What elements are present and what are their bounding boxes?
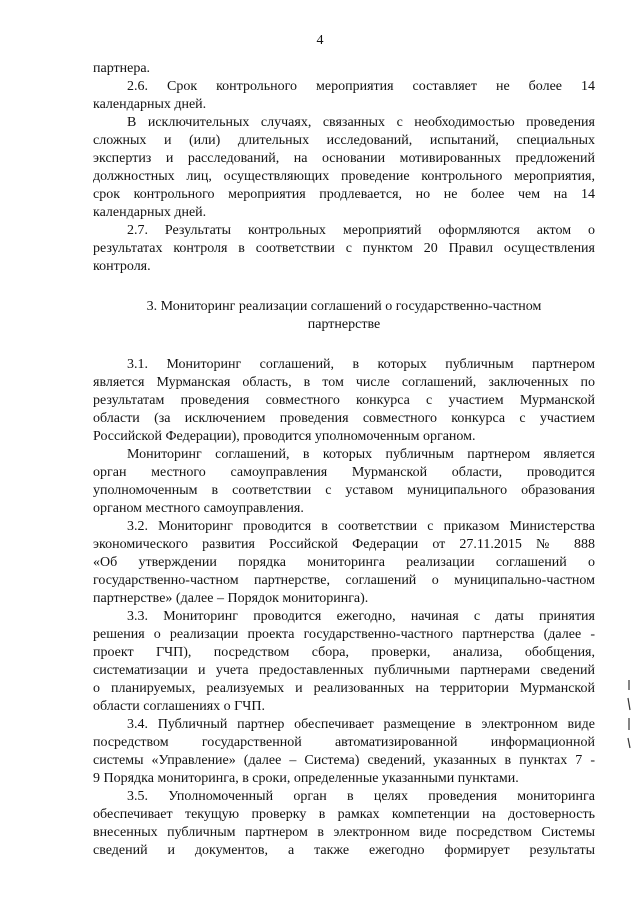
- paragraph-line: контроля.: [93, 259, 151, 274]
- paragraph-line: В исключительных случаях, связанных с необходимостью проведения: [127, 115, 595, 130]
- page-number: 4: [316, 33, 324, 48]
- paragraph-line: систематизации и учета предоставленных публичными партнерами сведений: [93, 663, 595, 678]
- paragraph-line: области (за исключением проведения совместного конкурса с участием: [93, 411, 595, 426]
- paragraph-line: решения о реализации проекта государственно-частного партнерства (далее -: [93, 627, 595, 642]
- paragraph-line: партнерстве» (далее – Порядок мониторинга).: [93, 591, 369, 606]
- paragraph-line: проект ГЧП), посредством сбора, проверки, анализа, обобщения,: [93, 645, 595, 660]
- paragraph-line: сложных и (или) длительных исследований, испытаний, специальных: [93, 133, 595, 148]
- paragraph-line: 3.4. Публичный партнер обеспечивает размещение в электронном виде: [127, 717, 595, 732]
- section-heading: 3. Мониторинг реализации соглашений о государственно-частном: [146, 299, 542, 314]
- paragraph-line: 3.1. Мониторинг соглашений, в которых публичным партнером: [127, 357, 595, 372]
- section-heading: партнерстве: [307, 317, 381, 332]
- paragraph-line: 3.3. Мониторинг проводится ежегодно, начиная с даты принятия: [127, 609, 595, 624]
- paragraph-line: календарных дней.: [93, 205, 207, 220]
- paragraph-line: 2.7. Результаты контрольных мероприятий оформляются актом о: [127, 223, 595, 238]
- paragraph-line: должностных лиц, осуществляющих проведение контрольного мероприятия,: [93, 169, 595, 184]
- paragraph-line: «Об утверждении порядка мониторинга реализации соглашений о: [93, 555, 595, 570]
- paragraph-line: Мониторинг соглашений, в которых публичным партнером является: [127, 447, 595, 462]
- document-body: [93, 60, 595, 860]
- paragraph-line: Российской Федерации), проводится уполномоченным органом.: [93, 429, 476, 444]
- paragraph-line: экономического развития Российской Федерации от 27.11.2015 № 888: [93, 537, 595, 552]
- paragraph-line: 3.5. Уполномоченный орган в целях проведения мониторинга: [127, 789, 595, 804]
- paragraph-line: 3.2. Мониторинг проводится в соответствии с приказом Министерства: [127, 519, 595, 534]
- paragraph-line: результатах контроля в соответствии с пунктом 20 Правил осуществления: [93, 241, 595, 256]
- paragraph-line: посредством государственной автоматизированной информационной: [93, 735, 595, 750]
- paragraph-line: партнера.: [93, 61, 151, 76]
- paragraph-line: области соглашениях о ГЧП.: [93, 699, 265, 714]
- paragraph-line: является Мурманская область, в том числе соглашений, заключенных по: [93, 375, 595, 390]
- paragraph-line: о планируемых, реализуемых и реализованных на территории Мурманской: [93, 681, 595, 696]
- paragraph-line: 2.6. Срок контрольного мероприятия составляет не более 14: [127, 79, 595, 94]
- paragraph-line: экспертиз и расследований, на основании мотивированных предложений: [93, 151, 595, 166]
- paragraph-line: результатам проведения совместного конкурса с участием Мурманской: [93, 393, 595, 408]
- paragraph-line: государственно-частном партнерстве, соглашений о муниципально-частном: [93, 573, 595, 588]
- paragraph-line: обеспечивает текущую проверку в рамках компетенции на достоверность: [93, 807, 595, 822]
- paragraph-line: срок контрольного мероприятия продлевается, но не более чем на 14: [93, 187, 595, 202]
- paragraph-line: системы «Управление» (далее – Система) сведений, указанных в пунктах 7 -: [93, 753, 595, 768]
- paragraph-line: сведений и документов, а также ежегодно формирует результаты: [93, 843, 595, 858]
- paragraph-line: орган местного самоуправления Мурманской области, проводится: [93, 465, 595, 480]
- scan-margin-mark: [626, 680, 632, 750]
- paragraph-line: органом местного самоуправления.: [93, 501, 304, 516]
- paragraph-line: уполномоченным в соответствии с уставом муниципального образования: [93, 483, 595, 498]
- paragraph-line: календарных дней.: [93, 97, 207, 112]
- paragraph-line: 9 Порядка мониторинга, в сроки, определенные указанными пунктами.: [93, 771, 519, 786]
- paragraph-line: внесенных публичным партнером в электронном виде посредством Системы: [93, 825, 595, 840]
